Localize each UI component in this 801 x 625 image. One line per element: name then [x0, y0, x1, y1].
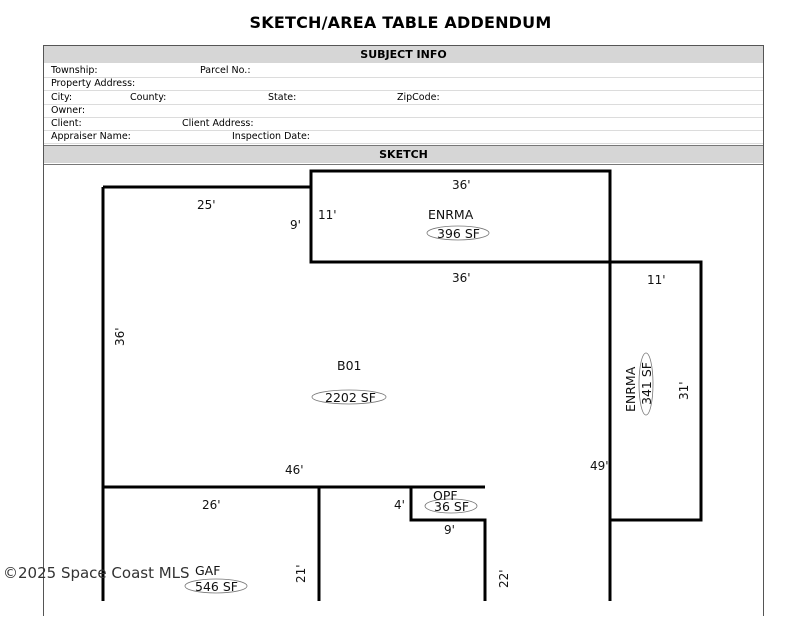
dim-gaf-top: 26' [202, 498, 221, 512]
client-address-label: Client Address: [182, 118, 254, 129]
inspection-date-label: Inspection Date: [232, 131, 310, 142]
owner-label: Owner: [51, 105, 86, 116]
copyright-watermark: ©2025 Space Coast MLS [3, 564, 190, 582]
dim-right-enrma-height: 31' [677, 381, 691, 400]
dim-enrma-top-width: 36' [452, 178, 471, 192]
dim-enrma-left-inner: 9' [290, 218, 301, 232]
dim-enrma-bottom-width: 36' [452, 271, 471, 285]
county-label: County: [130, 92, 167, 103]
enrma-top-sf: 396 SF [437, 226, 480, 241]
gaf-name: GAF [195, 563, 221, 578]
dim-lower-right: 22' [497, 569, 511, 588]
client-label: Client: [51, 118, 82, 129]
dim-main-left-height: 36' [113, 327, 127, 346]
appraiser-label: Appraiser Name: [51, 131, 131, 142]
dim-right-enrma-top: 11' [647, 273, 666, 287]
b01-name: B01 [337, 358, 362, 373]
b01-sf: 2202 SF [325, 390, 376, 405]
dim-main-bottom: 46' [285, 463, 304, 477]
state-label: State: [268, 92, 297, 103]
dim-enrma-left-height: 11' [318, 208, 337, 222]
dim-opf-left: 4' [394, 498, 405, 512]
page-title: SKETCH/AREA TABLE ADDENDUM [249, 13, 552, 32]
township-label: Township: [51, 65, 98, 76]
city-label: City: [51, 92, 73, 103]
opf-name: OPF [433, 488, 458, 503]
parcel-label: Parcel No.: [200, 65, 251, 76]
dim-main-right-lower: 49' [590, 459, 609, 473]
dim-gaf-right: 21' [294, 564, 308, 583]
dim-opf-bottom: 9' [444, 523, 455, 537]
gaf-sf: 546 SF [195, 579, 238, 594]
subject-info-header: SUBJECT INFO [44, 46, 763, 63]
sketch-header: SKETCH [44, 145, 763, 163]
dim-main-top-left: 25' [197, 198, 216, 212]
enrma-right-sf: 341 SF [639, 362, 654, 405]
zip-label: ZipCode: [397, 92, 440, 103]
opf-sf: 36 SF [434, 499, 470, 514]
property-address-label: Property Address: [51, 78, 136, 89]
enrma-top-name: ENRMA [428, 207, 474, 222]
enrma-right-name: ENRMA [623, 366, 638, 412]
